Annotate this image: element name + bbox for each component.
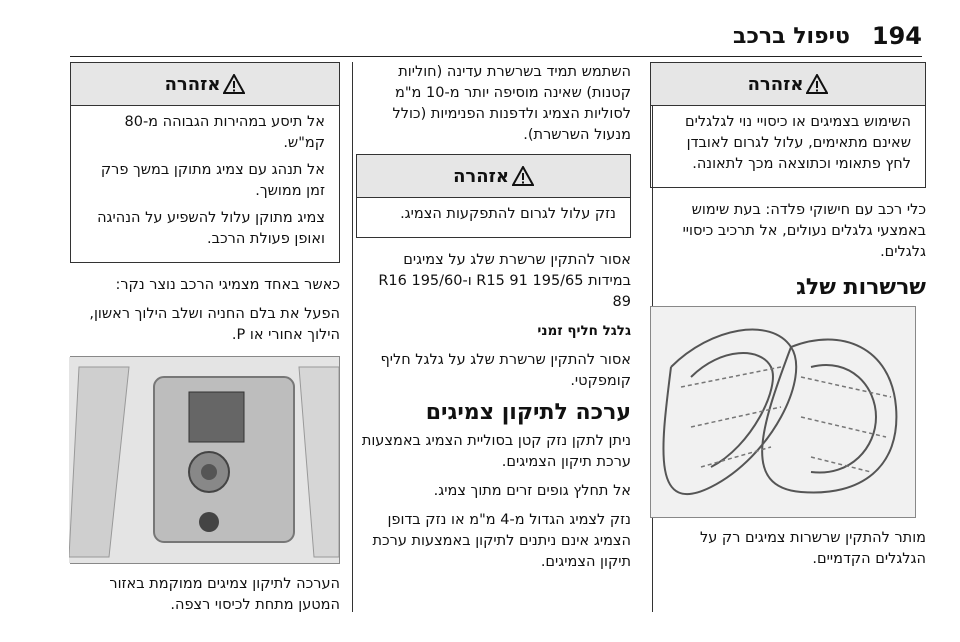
warning-box	[356, 154, 631, 238]
header-rule	[70, 56, 922, 57]
warning-text: אל תנהג עם צמיג מתוקן במשך פרק זמן ממושך.	[100, 162, 325, 199]
repair-kit-photo	[70, 356, 340, 564]
paragraph: כאשר באחד מצמיגי הרכב נוצר נקר:	[115, 277, 340, 293]
warning-text: צמיג מתוקן עלול להשפיע על הנהיגה ואופן פעולת הרכב.	[97, 210, 325, 247]
warning-header	[71, 63, 339, 106]
warning-text: השימוש בצמיגים או כיסויי נוי לגלגלים שאינם מתאימים, עלול לגרום לאובדן לחץ פתאומי וכתוצאה מכך לתאונה.	[685, 114, 911, 172]
paragraph: ניתן לתקן נזק קטן בסוליית הצמיג באמצעות ערכת תיקון הצמיגים.	[361, 433, 631, 470]
page-header	[0, 0, 960, 60]
paragraph: כלי רכב עם חישוקי פלדה: בעת שימוש באמצעי גלגלים נעולים, אל תרכיב כיסויי גלגלים.	[682, 202, 926, 260]
page-number: 194	[871, 22, 922, 50]
warning-title: אזהרה	[164, 73, 221, 95]
trunk-repair-kit-icon	[69, 357, 339, 563]
paragraph: אסור להתקין שרשרת שלג על צמיגים במידות 195/65 R15 91 ו-195/60 R16 89	[378, 252, 631, 310]
column-right	[650, 62, 926, 570]
caption: הערכה לתיקון צמיגים ממוקמת באזור המטען מתחת לכיסוי רצפה.	[109, 576, 340, 613]
warning-header	[357, 155, 630, 198]
caption: מותר להתקין שרשרות צמיגים רק על הגלגלים הקדמיים.	[699, 530, 926, 567]
page-title: טיפול ברכב	[733, 24, 850, 49]
subheading: גלגל חליף זמני	[537, 323, 631, 339]
warning-box	[650, 62, 926, 188]
paragraph: נזק לצמיג הגדול מ-4 מ"מ או נזק בדופן הצמיג אינם ניתנים לתיקון באמצעות ערכת תיקון הצמיגים.	[372, 512, 631, 570]
warning-triangle-icon	[223, 74, 245, 94]
warning-title: אזהרה	[453, 165, 509, 187]
paragraph: השתמש תמיד בשרשרת עדינה (חוליות קטנות) שאינה מוסיפה יותר מ-10 מ"מ לסוליות הצמיג ולדפנות הפנימיות (כולל מנעול השרשרת).	[392, 64, 631, 143]
paragraph: הפעל את בלם החניה ושלב הילוך ראשון, הילוך אחורי או P.	[89, 306, 340, 343]
column-middle	[356, 62, 631, 573]
warning-box	[70, 62, 340, 263]
paragraph: אסור להתקין שרשרת שלג על גלגל חליף קומפקטי.	[380, 352, 631, 389]
warning-triangle-icon	[512, 166, 534, 186]
snow-chains-illustration	[650, 306, 916, 518]
warning-title: אזהרה	[747, 73, 804, 95]
warning-header	[651, 63, 925, 106]
warning-text: אל תיסע במהירות הגבוהה מ-80 קמ"ש.	[124, 114, 325, 151]
snow-chains-icon	[651, 307, 915, 517]
paragraph: אל תחלץ גופים זרים מתוך צמיג.	[433, 483, 631, 499]
warning-text: נזק עלול לגרום להתפקעות הצמיג.	[400, 206, 616, 222]
column-left	[70, 62, 340, 616]
section-title: ערכה לתיקון צמיגים	[425, 400, 631, 425]
warning-triangle-icon	[806, 74, 828, 94]
section-title: שרשרות שלג	[796, 275, 926, 300]
column-divider	[352, 62, 353, 612]
